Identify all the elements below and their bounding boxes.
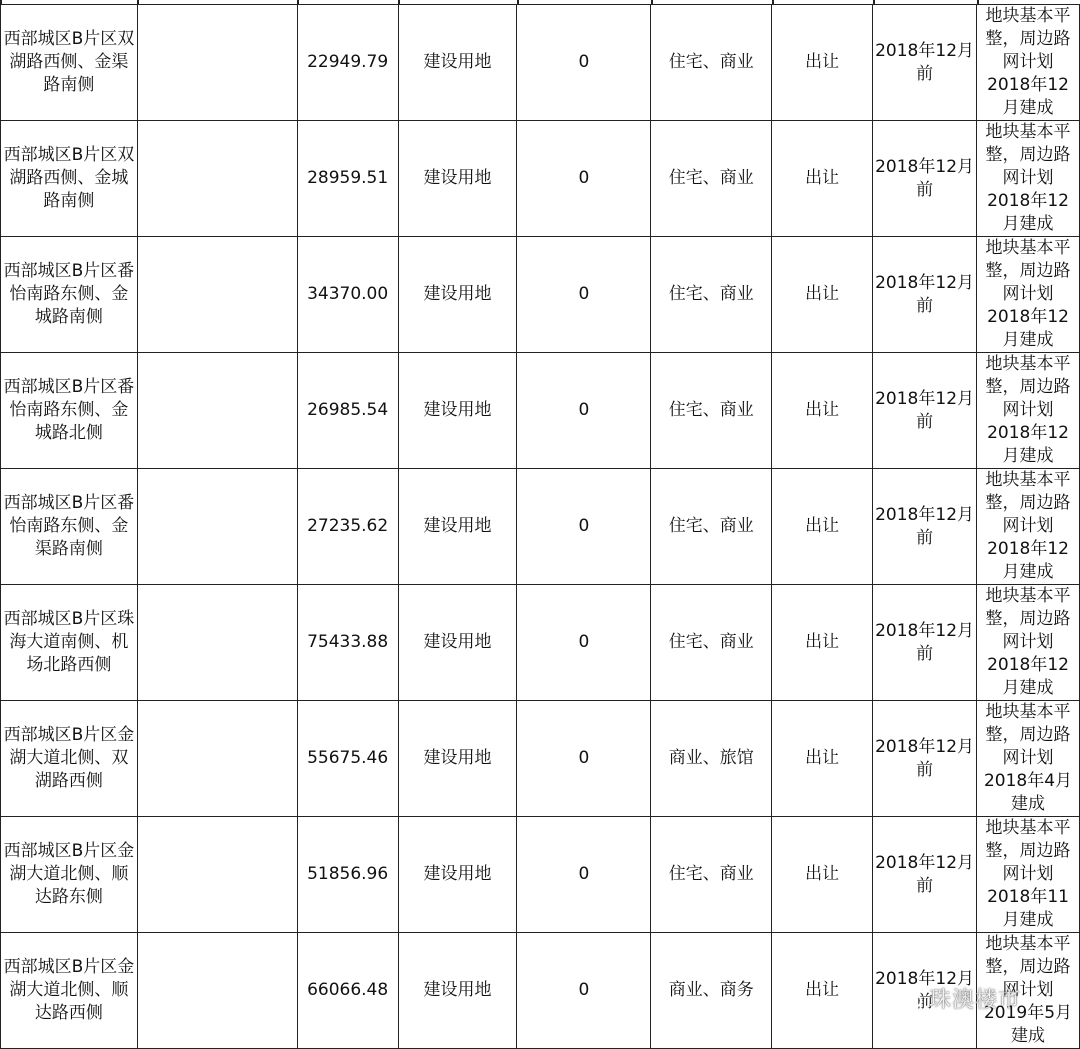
area-cell [297,469,398,585]
land-type-cell-text: 建设用地 [423,632,492,652]
location-cell-text: 西部城区B片区金湖大道北侧、顺达路西侧 [3,957,135,1023]
date-cell-text: 2018年12月前 [875,156,975,200]
area-cell-text: 51856.96 [307,864,389,884]
area-cell-text: 66066.48 [307,980,389,1000]
land-type-cell [398,701,517,817]
area-cell-text: 55675.46 [307,748,389,768]
method-cell-text: 出让 [805,52,840,72]
condition-cell [977,237,1080,353]
use-cell-text: 商业、旅馆 [668,748,754,768]
condition-cell-text: 地块基本平 整，周边路 网计划 2018年12 月建成 [985,6,1071,118]
location-cell-text: 西部城区B片区双湖路西侧、金渠路南侧 [3,29,135,95]
date-cell [873,5,977,121]
date-cell [873,353,977,469]
area-cell [297,237,398,353]
use-cell [651,5,772,121]
method-cell [772,817,873,933]
area-cell [297,121,398,237]
value-cell [517,237,651,353]
method-cell [772,237,873,353]
date-cell-text: 2018年12月前 [875,388,975,432]
condition-cell-text: 地块基本平 整，周边路 网计划 2018年12 月建成 [985,122,1071,234]
method-cell [772,701,873,817]
land-type-cell-text: 建设用地 [423,52,492,72]
value-cell-text: 0 [578,168,590,188]
location-cell-text: 西部城区B片区双湖路西侧、金城路南侧 [3,145,135,211]
date-cell-text: 2018年12月前 [875,968,975,1012]
area-cell [297,5,398,121]
use-cell [651,353,772,469]
use-cell [651,469,772,585]
location-cell-text: 西部城区B片区番怡南路东侧、金城路南侧 [3,261,135,327]
method-cell-text: 出让 [805,632,840,652]
land-type-cell [398,585,517,701]
method-cell-text: 出让 [805,864,840,884]
use-cell [651,585,772,701]
land-type-cell-text: 建设用地 [423,284,492,304]
value-cell [517,701,651,817]
value-cell-text: 0 [578,52,590,72]
value-cell-text: 0 [578,284,590,304]
area-cell [297,585,398,701]
use-cell [651,701,772,817]
date-cell-text: 2018年12月前 [875,620,975,664]
condition-cell-text: 地块基本平 整，周边路 网计划 2018年4月 建成 [983,702,1073,814]
location-cell-text: 西部城区B片区珠海大道南侧、机场北路西侧 [3,609,135,675]
method-cell-text: 出让 [805,400,840,420]
value-cell [517,817,651,933]
condition-cell-text: 地块基本平 整，周边路 网计划 2018年12 月建成 [985,470,1071,582]
condition-cell [977,817,1080,933]
location-cell [1,469,138,585]
blank-cell [137,817,297,933]
method-cell-text: 出让 [805,284,840,304]
use-cell [651,933,772,1049]
area-cell-text: 28959.51 [307,168,389,188]
location-cell-text: 西部城区B片区番怡南路东侧、金城路北侧 [3,377,135,443]
blank-cell [137,933,297,1049]
method-cell [772,585,873,701]
date-cell-text: 2018年12月前 [875,272,975,316]
use-cell-text: 住宅、商业 [668,168,754,188]
condition-cell [977,353,1080,469]
value-cell [517,469,651,585]
condition-cell [977,469,1080,585]
method-cell [772,933,873,1049]
area-cell [297,353,398,469]
condition-cell [977,585,1080,701]
date-cell [873,701,977,817]
area-cell-text: 27235.62 [307,516,389,536]
method-cell-text: 出让 [805,168,840,188]
condition-cell-text: 地块基本平 整，周边路 网计划 2018年12 月建成 [985,586,1071,698]
land-type-cell-text: 建设用地 [423,748,492,768]
value-cell [517,353,651,469]
condition-cell [977,5,1080,121]
use-cell-text: 住宅、商业 [668,52,754,72]
location-cell-text: 西部城区B片区番怡南路东侧、金渠路南侧 [3,493,135,559]
date-cell [873,469,977,585]
area-cell-text: 34370.00 [307,284,389,304]
date-cell [873,817,977,933]
condition-cell [977,701,1080,817]
land-type-cell-text: 建设用地 [423,168,492,188]
blank-cell [137,121,297,237]
date-cell-text: 2018年12月前 [875,504,975,548]
location-cell [1,701,138,817]
land-type-cell-text: 建设用地 [423,516,492,536]
condition-cell-text: 地块基本平 整，周边路 网计划 2018年12 月建成 [985,238,1071,350]
table-row [1,121,1080,237]
location-cell [1,237,138,353]
value-cell-text: 0 [578,400,590,420]
method-cell [772,5,873,121]
table-row [1,237,1080,353]
watermark [893,980,1021,1016]
use-cell-text: 住宅、商业 [668,864,754,884]
value-cell-text: 0 [578,864,590,884]
land-type-cell [398,817,517,933]
location-cell [1,353,138,469]
location-cell [1,933,138,1049]
value-cell [517,5,651,121]
method-cell-text: 出让 [805,516,840,536]
area-cell [297,933,398,1049]
use-cell [651,817,772,933]
use-cell-text: 商业、商务 [668,980,754,1000]
blank-cell [137,5,297,121]
land-type-cell-text: 建设用地 [423,980,492,1000]
method-cell [772,353,873,469]
area-cell [297,817,398,933]
date-cell [873,237,977,353]
method-cell-text: 出让 [805,980,840,1000]
table-row [1,701,1080,817]
value-cell-text: 0 [578,632,590,652]
location-cell [1,585,138,701]
blank-cell [137,585,297,701]
area-cell [297,701,398,817]
method-cell [772,469,873,585]
location-cell [1,121,138,237]
land-type-cell-text: 建设用地 [423,400,492,420]
blank-cell [137,701,297,817]
value-cell [517,933,651,1049]
land-type-cell [398,353,517,469]
table-row [1,585,1080,701]
location-cell [1,817,138,933]
condition-cell-text: 地块基本平 整，周边路 网计划 2019年5月 建成 [983,934,1073,1046]
land-type-cell [398,469,517,585]
use-cell-text: 住宅、商业 [668,400,754,420]
use-cell-text: 住宅、商业 [668,632,754,652]
value-cell-text: 0 [578,980,590,1000]
blank-cell [137,469,297,585]
land-type-cell [398,933,517,1049]
area-cell-text: 26985.54 [307,400,389,420]
condition-cell-text: 地块基本平 整，周边路 网计划 2018年11 月建成 [985,818,1071,930]
land-type-cell [398,5,517,121]
blank-cell [137,237,297,353]
land-parcel-table [0,4,1080,1049]
method-cell-text: 出让 [805,748,840,768]
watermark-text: 珠澳楼市 [929,987,1022,1013]
location-cell-text: 西部城区B片区金湖大道北侧、顺达路东侧 [3,841,135,907]
location-cell [1,5,138,121]
condition-cell [977,121,1080,237]
land-type-cell-text: 建设用地 [423,864,492,884]
table-row [1,817,1080,933]
condition-cell-text: 地块基本平 整，周边路 网计划 2018年12 月建成 [985,354,1071,466]
land-type-cell [398,121,517,237]
area-cell-text: 75433.88 [307,632,389,652]
date-cell [873,121,977,237]
date-cell-text: 2018年12月前 [875,40,975,84]
value-cell-text: 0 [578,748,590,768]
use-cell-text: 住宅、商业 [668,516,754,536]
table-row [1,5,1080,121]
table-row [1,469,1080,585]
area-cell-text: 22949.79 [307,52,389,72]
table-row [1,353,1080,469]
value-cell [517,121,651,237]
value-cell [517,585,651,701]
date-cell-text: 2018年12月前 [875,736,975,780]
value-cell-text: 0 [578,516,590,536]
use-cell [651,237,772,353]
blank-cell [137,353,297,469]
wechat-icon [893,985,923,1011]
land-type-cell [398,237,517,353]
use-cell [651,121,772,237]
method-cell [772,121,873,237]
use-cell-text: 住宅、商业 [668,284,754,304]
location-cell-text: 西部城区B片区金湖大道北侧、双湖路西侧 [3,725,135,791]
date-cell [873,585,977,701]
date-cell-text: 2018年12月前 [875,852,975,896]
